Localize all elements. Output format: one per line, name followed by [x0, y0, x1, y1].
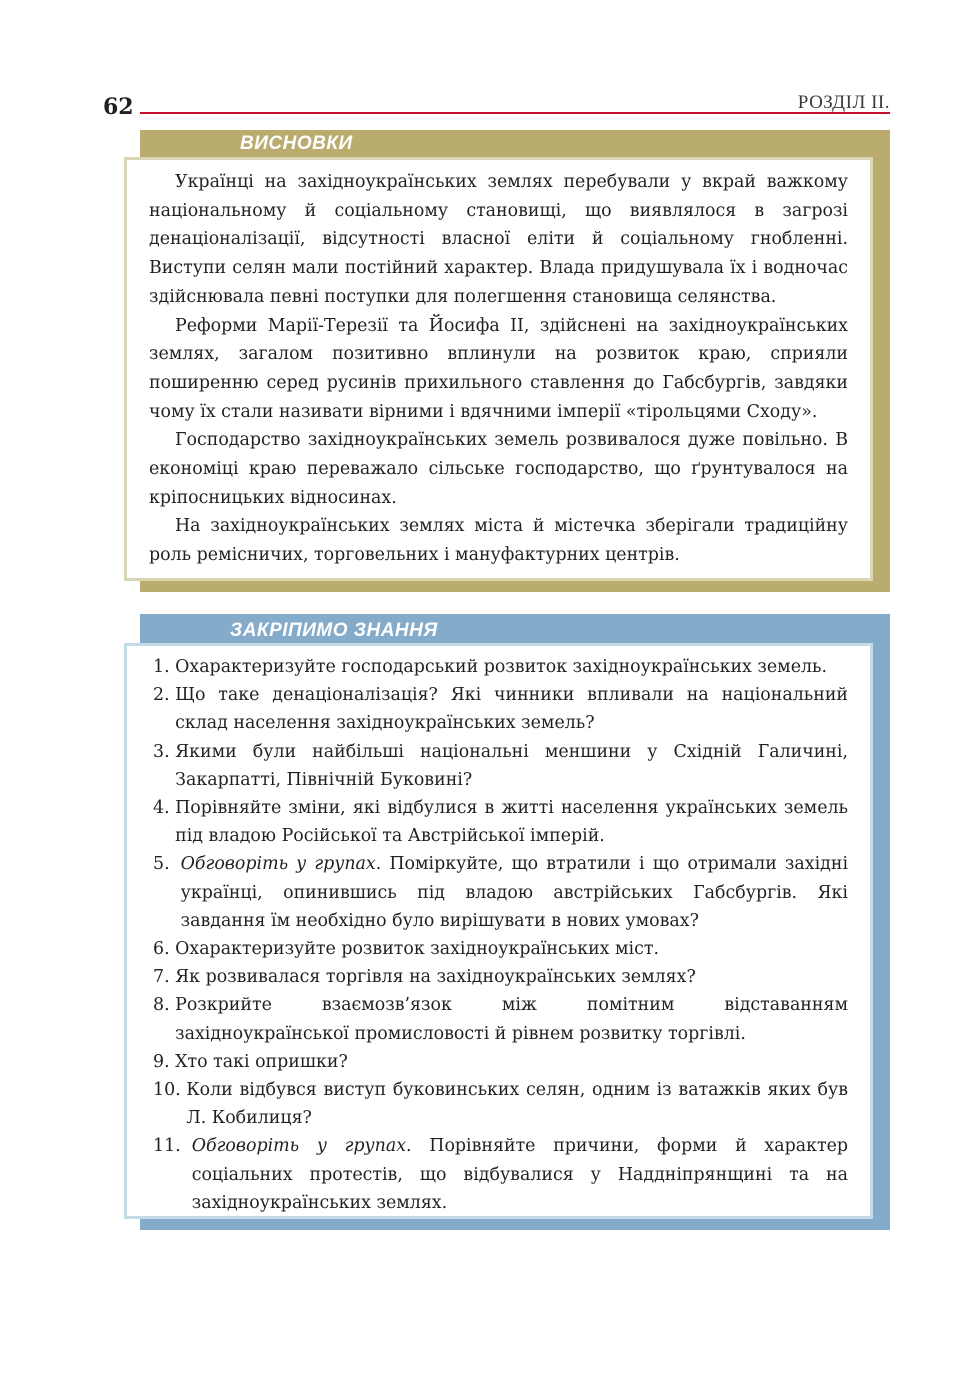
question-item: [153, 963, 848, 991]
question-body: Поміркуйте, що втратили і що отримали західні українці, опинившись під владою австрійських Габсбургів. Які завдання їм необхідно було вирішувати в нових умовах?: [180, 854, 849, 931]
question-number: 3.: [153, 741, 176, 762]
question-item: [153, 850, 848, 935]
question-body: Як розвивалася торгівля на західноукраїнських землях?: [175, 967, 696, 988]
question-text: [186, 1076, 848, 1132]
question-number: 10.: [153, 1080, 187, 1101]
question-text: [175, 991, 848, 1047]
question-item: [153, 991, 848, 1047]
question-text: [175, 935, 848, 963]
question-item: [153, 1132, 848, 1217]
question-number: 8.: [153, 995, 176, 1016]
question-text: [175, 738, 848, 794]
question-body: Охарактеризуйте розвиток західноукраїнських міст.: [175, 939, 659, 960]
question-text: [175, 963, 848, 991]
question-item: [153, 794, 848, 850]
question-text: [175, 681, 848, 737]
question-text: [175, 653, 848, 681]
question-number: 5.: [153, 854, 181, 875]
conclusions-paragraph: Реформи Марії-Терезії та Йосифа II, здійснені на західноукраїнських землях, загалом позитивно вплинули на розвиток краю, сприяли поширенню серед русинів прихильного ставлення до Габсбургів, завдяки чому їх стали називати вірними і вдячними імперії «тірольцями Сходу».: [149, 315, 848, 422]
question-item: [153, 653, 848, 681]
question-item: [153, 1076, 848, 1132]
question-body: Коли відбувся виступ буковинських селян, одним із ватажків яких був Л. Кобилиця?: [186, 1080, 848, 1129]
question-item: [153, 1048, 848, 1076]
questions-list: [153, 653, 848, 1217]
knowledge-title: ЗАКРІПИМО ЗНАННЯ: [230, 620, 438, 641]
page-number: 62: [103, 94, 134, 120]
conclusions-paragraph: На західноукраїнських землях міста й містечка зберігали традиційну роль ремісничих, торговельних і мануфактурних центрів.: [149, 516, 848, 566]
question-number: 1.: [153, 657, 176, 677]
question-italic: Обговоріть у групах.: [180, 854, 382, 875]
knowledge-card: [124, 643, 873, 1219]
question-number: 11.: [153, 1136, 192, 1157]
question-number: 6.: [153, 939, 176, 960]
question-item: [153, 681, 848, 737]
header-rule: [140, 112, 890, 114]
question-number: 9.: [153, 1051, 176, 1072]
conclusions-paragraph: Господарство західноукраїнських земель розвивалося дуже повільно. В економіці краю переважало сільське господарство, що ґрунтувалося на кріпосницьких відносинах.: [149, 430, 848, 508]
conclusions-paragraph: Українці на західноукраїнських землях перебували у вкрай важкому національному й соціальному становищі, що виявлялося в загрозі денаціоналізації, відсутності власної еліти й соціальному гнобленні. Виступи селян мали постійний характер. Влада придушувала їх і водночас здійснювала певні поступки для полегшення становища селянства.: [149, 172, 848, 307]
question-body: Охарактеризуйте господарський розвиток західноукраїнських земель.: [175, 657, 828, 677]
question-italic: Обговоріть у групах.: [191, 1136, 412, 1157]
conclusions-title: ВИСНОВКИ: [240, 133, 353, 154]
question-item: [153, 738, 848, 794]
question-body: Якими були найбільші національні меншини у Східній Галичині, Закарпатті, Північній Буковині?: [175, 741, 848, 790]
question-body: Хто такі опришки?: [175, 1051, 348, 1072]
question-body: Що таке денаціоналізація? Які чинники впливали на національний склад населення західноукраїнських земель?: [175, 685, 848, 734]
question-item: [153, 935, 848, 963]
question-text: [175, 794, 848, 850]
question-number: 2.: [153, 685, 176, 706]
question-text: [192, 1132, 848, 1217]
question-text: [181, 850, 848, 935]
question-body: Розкрийте взаємозв’язок між помітним відставанням західноукраїнської промисловості й рівнем розвитку торгівлі.: [175, 995, 848, 1044]
question-text: [175, 1048, 848, 1076]
question-number: 4.: [153, 798, 176, 819]
conclusions-card: [124, 157, 873, 581]
question-body: Порівняйте причини, форми й характер соціальних протестів, що відбувалися у Наддніпрянщині та на західноукраїнських землях.: [191, 1136, 849, 1213]
section-label: РОЗДІЛ II.: [797, 92, 890, 113]
question-number: 7.: [153, 967, 176, 988]
question-body: Порівняйте зміни, які відбулися в житті населення українських земель під владою Російської та Австрійської імперій.: [175, 798, 848, 847]
